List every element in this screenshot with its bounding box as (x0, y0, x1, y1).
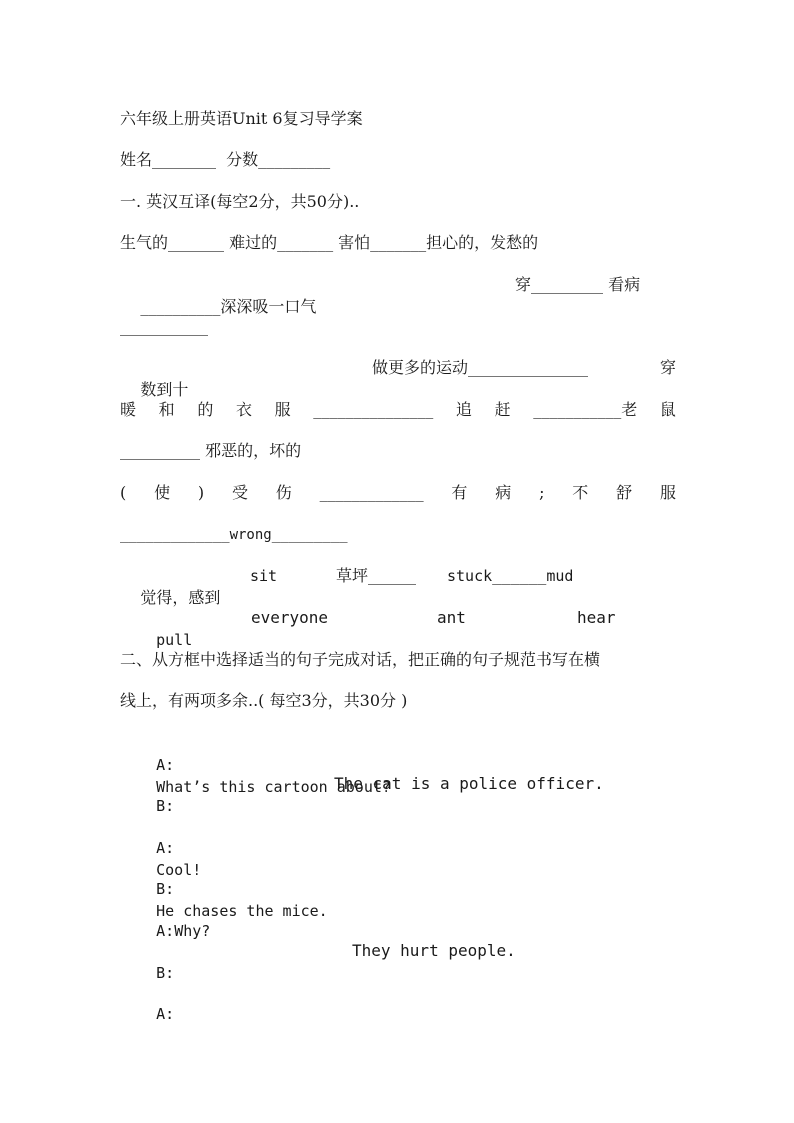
vocab-char: ( (120, 483, 127, 502)
name-score-line: 姓名________ 分数_________ (120, 150, 331, 169)
dialogue-speaker: A: (156, 756, 175, 774)
vocab-char: 服 (659, 483, 676, 502)
vocab-char: 赶 (494, 400, 511, 419)
vocab-char: 和 (158, 400, 175, 419)
dialogue-speaker: A: (156, 839, 175, 857)
vocab-char: 追 (455, 400, 472, 419)
vocab-row-4-right (372, 357, 676, 379)
vocab-item: ant (437, 608, 466, 627)
vocab-char: 受 (231, 483, 248, 502)
vocab-item: everyone (251, 608, 329, 627)
dialogue-text: He chases the mice. (156, 902, 328, 920)
dialogue-text: The cat is a police officer. (334, 774, 604, 793)
vocab-item: 穿 (659, 358, 676, 377)
vocab-row-5 (120, 399, 676, 421)
dialogue-speaker: A: (156, 922, 175, 940)
dialogue-speaker: B: (156, 880, 175, 898)
dialogue-line (120, 981, 676, 1069)
vocab-char: 舒 (616, 483, 633, 502)
vocab-char: 服 (274, 400, 291, 419)
vocab-row-2-left: __________深深吸一口气 (140, 297, 317, 316)
section2-heading-line1: 二、从方框中选择适当的句子完成对话，把正确的句子规范书写在横 (120, 650, 601, 669)
vocab-blank: _______________ (313, 400, 434, 419)
worksheet-title: 六年级上册英语Unit 6复习导学案 (120, 109, 363, 128)
vocab-row-8: _____________wrong_________ (120, 527, 348, 543)
vocab-blank: ___________老 (533, 400, 638, 419)
dialogue-text: They hurt people. (352, 941, 516, 960)
vocab-char: 伤 (275, 483, 292, 502)
dialogue-speaker: B: (156, 964, 175, 982)
vocab-item: 草坪______ (336, 566, 417, 585)
vocab-char: 使 (154, 483, 171, 502)
vocab-item: 觉得，感到 (140, 588, 221, 607)
vocab-char: 的 (197, 400, 214, 419)
vocab-row-6: __________ 邪恶的，坏的 (120, 441, 302, 460)
vocab-item: hear (577, 608, 616, 627)
vocab-char: 病 (495, 483, 512, 502)
vocab-char: 有 (451, 483, 468, 502)
vocab-char: 暖 (120, 400, 137, 419)
vocab-blank: _____________ (319, 483, 424, 502)
vocab-char: ; (539, 483, 545, 502)
dialogue-speaker: A: (156, 1005, 175, 1023)
vocab-row-10 (120, 607, 676, 739)
vocab-row-7 (120, 482, 676, 504)
vocab-char: 衣 (235, 400, 252, 419)
vocab-row-2-right: 穿_________ 看病 (515, 275, 641, 294)
vocab-row-4-left: 数到十 (140, 380, 189, 399)
vocab-row-1: 生气的_______ 难过的_______ 害怕_______担心的，发愁的 (120, 233, 539, 252)
vocab-char: 鼠 (659, 400, 676, 419)
vocab-item: pull (156, 631, 193, 649)
dialogue-text: Cool! (156, 861, 202, 879)
vocab-item: sit (250, 567, 278, 585)
dialogue-text: Why? (174, 922, 211, 940)
section2-heading-line2: 线上，有两项多余..( 每空3分，共30分 ) (120, 691, 408, 710)
vocab-char: 不 (572, 483, 589, 502)
dialogue-speaker: B: (156, 797, 175, 815)
vocab-item: 做更多的运动_______________ (372, 358, 589, 377)
vocab-char: ) (197, 483, 205, 502)
section1-heading: 一. 英汉互译(每空2分，共50分).. (120, 192, 360, 211)
dialogue-text: What’s this cartoon about? (156, 778, 391, 796)
vocab-row-3: ___________ (120, 317, 208, 336)
vocab-item: stuck______mud (447, 567, 574, 585)
